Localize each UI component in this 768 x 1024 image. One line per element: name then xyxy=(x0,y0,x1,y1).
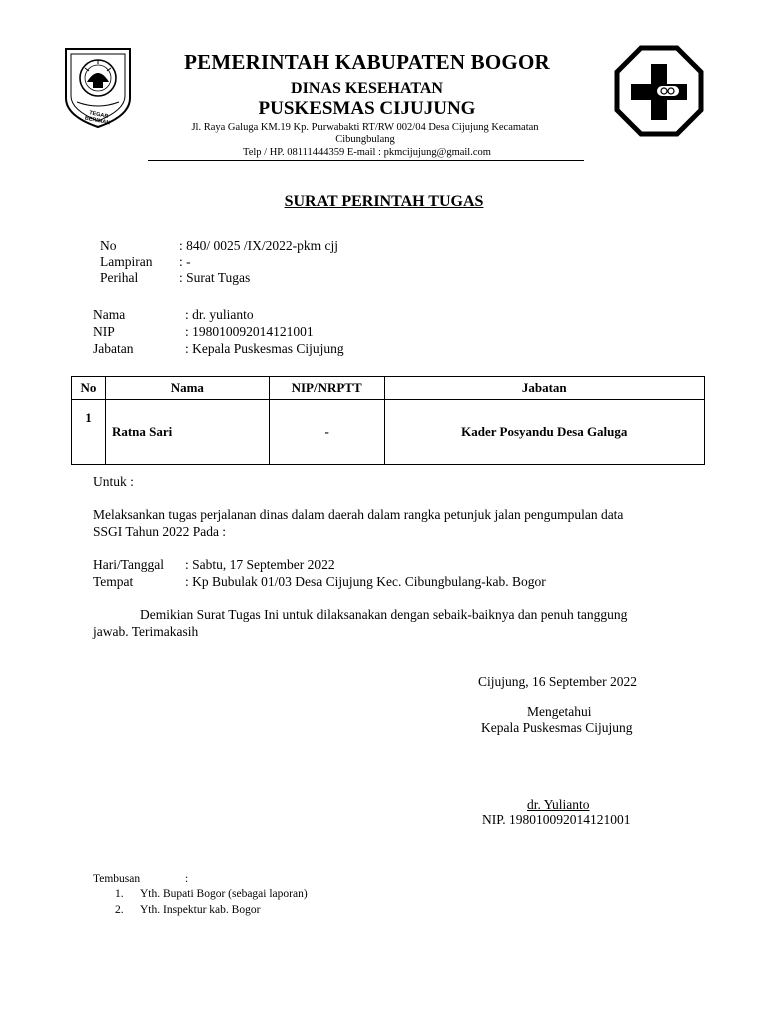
issuer-label-nip: NIP xyxy=(93,324,115,339)
cell-nip: - xyxy=(269,400,384,465)
issuer-label-jabatan: Jabatan xyxy=(93,341,134,356)
signatory-name: dr. Yulianto xyxy=(527,797,590,812)
cc-label: Tembusan xyxy=(93,873,141,885)
signature-position: Kepala Puskesmas Cijujung xyxy=(481,720,633,735)
schedule-label-place: Tempat xyxy=(93,574,134,589)
cell-no: 1 xyxy=(72,400,106,465)
schedule-value-date: : Sabtu, 17 September 2022 xyxy=(185,557,335,572)
cc-item-number: 2. xyxy=(115,904,124,916)
issuer-value-jabatan: : Kepala Puskesmas Cijujung xyxy=(185,341,344,356)
col-header-nip: NIP/NRPTT xyxy=(269,377,384,400)
meta-label-perihal: Perihal xyxy=(100,270,139,285)
cell-nama: Ratna Sari xyxy=(105,400,269,465)
puskesmas-cross-logo-icon xyxy=(613,44,705,138)
cc-item: Yth. Bupati Bogor (sebagai laporan) xyxy=(140,888,308,900)
task-description-line-1: Melaksankan tugas perjalanan dinas dalam daerah dalam rangka petunjuk jalan pengumpulan data xyxy=(93,507,624,522)
col-header-jabatan: Jabatan xyxy=(384,377,704,400)
issuer-value-nip: : 198010092014121001 xyxy=(185,324,314,339)
table-row xyxy=(72,400,705,465)
meta-label-no: No xyxy=(100,238,117,253)
untuk-label: Untuk : xyxy=(93,474,134,489)
closing-line-1: Demikian Surat Tugas Ini untuk dilaksanakan dengan sebaik-baiknya dan penuh tanggung xyxy=(140,607,628,622)
address-line-1: Jl. Raya Galuga KM.19 Kp. Purwabakti RT/RW 002/04 Desa Cijujung Kecamatan xyxy=(191,122,539,133)
cc-item-number: 1. xyxy=(115,888,124,900)
table-header-row xyxy=(72,377,705,400)
document-title: SURAT PERINTAH TUGAS xyxy=(284,193,484,210)
seal-motto: TEGAR BERIMAN xyxy=(84,110,111,127)
office-address xyxy=(160,122,570,146)
cell-jabatan: Kader Posyandu Desa Galuga xyxy=(384,400,704,465)
department-name: DINAS KESEHATAN xyxy=(291,80,443,97)
meta-label-lampiran: Lampiran xyxy=(100,254,153,269)
meta-value-lampiran: : - xyxy=(179,254,191,269)
task-description-line-2: SSGI Tahun 2022 Pada : xyxy=(93,524,227,539)
assignment-table xyxy=(71,376,705,465)
meta-value-no: : 840/ 0025 /IX/2022-pkm cjj xyxy=(179,238,338,253)
schedule-value-place: : Kp Bubulak 01/03 Desa Cijujung Kec. Cibungbulang-kab. Bogor xyxy=(185,574,546,589)
meta-value-perihal: : Surat Tugas xyxy=(179,270,251,285)
issuer-value-nama: : dr. yulianto xyxy=(185,307,254,322)
schedule-label-date: Hari/Tanggal xyxy=(93,557,165,572)
office-name: PUSKESMAS CIJUJUNG xyxy=(258,98,476,119)
col-header-nama: Nama xyxy=(105,377,269,400)
signature-acknowledged: Mengetahui xyxy=(527,704,592,719)
signatory-nip: NIP. 198010092014121001 xyxy=(482,812,631,827)
closing-line-2: jawab. Terimakasih xyxy=(93,624,199,639)
cc-colon: : xyxy=(185,873,189,885)
letterhead-divider xyxy=(148,160,584,161)
issuer-label-nama: Nama xyxy=(93,307,126,322)
col-header-no: No xyxy=(72,377,106,400)
government-name: PEMERINTAH KABUPATEN BOGOR xyxy=(184,50,550,74)
signature-place-date: Cijujung, 16 September 2022 xyxy=(478,674,637,689)
address-line-2: Cibungbulang xyxy=(335,134,395,145)
office-contact: Telp / HP. 08111444359 E-mail : pkmcijujung@gmail.com xyxy=(243,147,491,158)
cc-item: Yth. Inspektur kab. Bogor xyxy=(140,904,261,916)
